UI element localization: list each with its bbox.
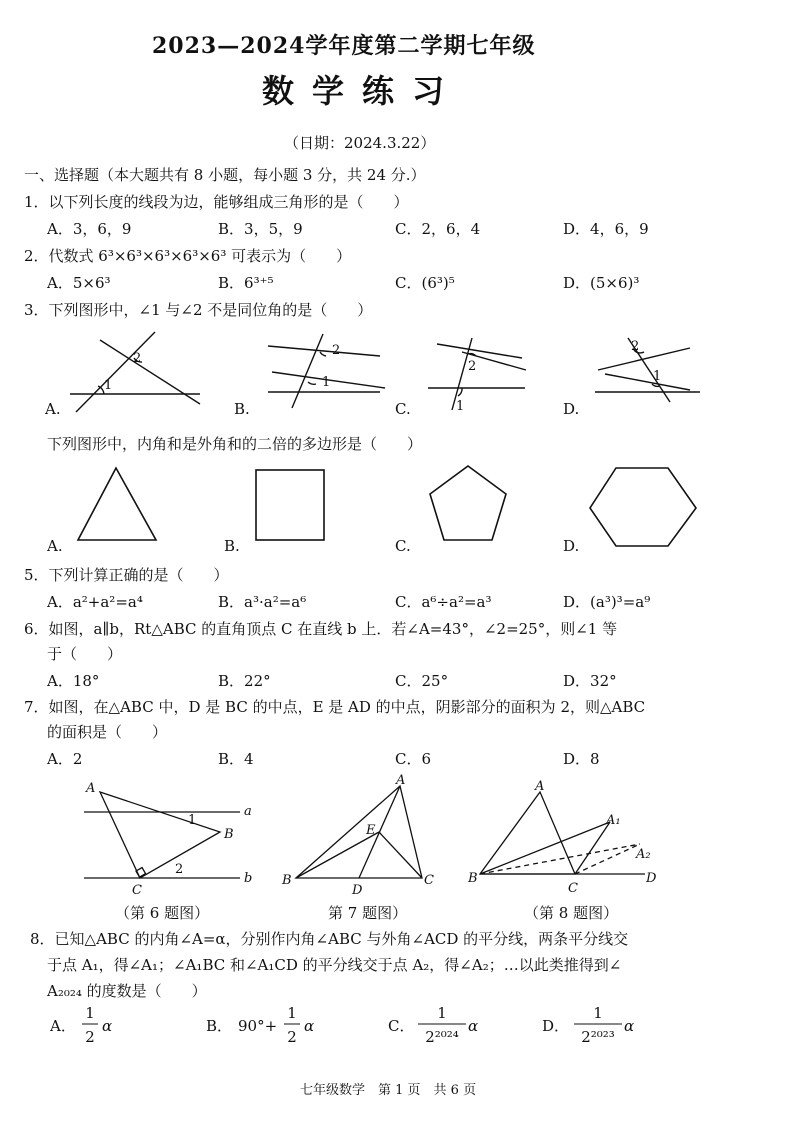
fig6-triangle	[100, 792, 220, 878]
q5-option-c: C．a⁶÷a²=a³	[395, 593, 492, 611]
fig7-triangle	[296, 786, 422, 878]
q8-option-d-var: α	[624, 1017, 635, 1035]
q8-option-b-var: α	[304, 1017, 315, 1035]
exam-date: （日期：2024.3.22）	[284, 134, 436, 152]
q3c-angle-arc	[458, 388, 462, 396]
fig8-label-A2: A₂	[636, 847, 651, 862]
q7-stem-line2: 的面积是（ ）	[47, 723, 168, 741]
q8-option-a-var: α	[102, 1017, 113, 1035]
q5-option-a: A．a²+a²=a⁴	[47, 593, 143, 611]
fig6-label-a: a	[244, 804, 252, 819]
fig7-label-D: D	[352, 883, 363, 898]
q2-option-c: C．(6³)⁵	[395, 274, 455, 292]
q5-stem: 5．下列计算正确的是（ ）	[24, 566, 229, 584]
q4-stem: 下列图形中，内角和是外角和的二倍的多边形是（ ）	[47, 435, 423, 453]
fig6-label-C: C	[132, 883, 142, 898]
q6-option-b: B．22°	[218, 672, 271, 690]
q4-option-d: D.	[563, 537, 580, 555]
fig6-caption: （第 6 题图）	[115, 904, 210, 922]
q2-option-a: A．5×6³	[47, 274, 111, 292]
fig7-segment-be	[296, 832, 379, 878]
q3b-angle2-label: 2	[332, 343, 341, 358]
fig6-label-A: A	[86, 781, 96, 796]
q6-stem-line1: 6．如图，a∥b，Rt△ABC 的直角顶点 C 在直线 b 上．若∠A=43°，∠2=25°，则∠1 等	[24, 620, 618, 638]
q8-stem-line2: 于点 A₁，得∠A₁；∠A₁BC 和∠A₁CD 的平分线交于点 A₂，得∠A₂；…以此类推得到∠	[47, 956, 622, 974]
q8-option-c-var: α	[468, 1017, 479, 1035]
q3c-line	[437, 344, 522, 358]
q8-option-a-num: 1	[85, 1004, 95, 1022]
q3b-angle-arc	[308, 382, 316, 384]
q3b-line	[268, 346, 380, 356]
page-title: 数学练习	[262, 72, 463, 110]
q3a-angle1-label: 1	[104, 378, 113, 393]
q7-option-c: C．6	[395, 750, 432, 768]
q8-option-b-num: 1	[287, 1004, 297, 1022]
q6-option-a: A．18°	[47, 672, 100, 690]
fig8-label-B: B	[468, 871, 478, 886]
q3a-angle2-label: 2	[133, 351, 142, 366]
q3-stem: 3．下列图形中，∠1 与∠2 不是同位角的是（ ）	[24, 301, 373, 319]
q6-option-c: C．25°	[395, 672, 449, 690]
fig6-label-1: 1	[188, 813, 197, 828]
q8-option-d-num: 1	[593, 1004, 603, 1022]
q7-option-d: D．8	[563, 750, 600, 768]
q8-option-a-prefix: A．	[50, 1017, 76, 1035]
q8-option-c-num: 1	[437, 1004, 447, 1022]
q1-option-d: D．4，6，9	[563, 220, 649, 238]
q4-option-c: C.	[395, 537, 411, 555]
q3d-angle1-label: 1	[653, 369, 662, 384]
q4-figures	[60, 460, 720, 550]
fig7-caption: 第 7 题图）	[328, 904, 408, 922]
q8-option-d-den: 2²⁰²³	[581, 1028, 615, 1046]
fig8-label-A: A	[535, 779, 545, 794]
q8-stem-line1: 8．已知△ABC 的内角∠A=α，分别作内角∠ABC 与外角∠ACD 的平分线，两条平分线交	[30, 930, 629, 948]
q3c-angle2-label: 2	[468, 359, 477, 374]
q3-option-a: A.	[45, 400, 61, 418]
fig8-caption: （第 8 题图）	[524, 904, 619, 922]
q4-option-a: A.	[47, 537, 63, 555]
hexagon-shape	[590, 468, 696, 546]
q8-option-b-prefix: B．	[206, 1017, 233, 1035]
q8-stem-line3: A₂₀₂₄ 的度数是（ ）	[47, 982, 207, 1000]
q8-options	[50, 1002, 690, 1050]
q7-option-b: B．4	[218, 750, 254, 768]
q1-option-b: B．3，5，9	[218, 220, 303, 238]
fig8-label-D: D	[646, 871, 657, 886]
q8-option-c-prefix: C．	[388, 1017, 415, 1035]
q3b-line	[292, 334, 323, 408]
q7-stem-line1: 7．如图，在△ABC 中，D 是 BC 的中点，E 是 AD 的中点，阴影部分的面积为 2，则△ABC	[24, 698, 646, 716]
fig7-label-E: E	[366, 823, 376, 838]
pentagon-shape	[430, 466, 506, 540]
fig8-label-C: C	[568, 881, 578, 896]
q3-option-c: C.	[395, 400, 411, 418]
q6-stem-line2: 于（ ）	[47, 645, 123, 663]
q1-option-c: C．2，6，4	[395, 220, 481, 238]
fig6-label-2: 2	[175, 862, 184, 877]
q5-option-b: B．a³·a²=a⁶	[218, 593, 307, 611]
fig7-label-B: B	[282, 873, 292, 888]
q3d-angle2-label: 2	[631, 339, 640, 354]
q8-option-b-lead: 90°+	[238, 1017, 278, 1035]
q3-option-b: B.	[234, 400, 250, 418]
square-shape	[256, 470, 324, 540]
q2-option-d: D．(5×6)³	[563, 274, 640, 292]
q8-option-a-den: 2	[85, 1028, 95, 1046]
fig7-label-A: A	[396, 773, 406, 788]
exam-title: 2023—2024学年度第二学期七年级	[152, 33, 536, 59]
q3b-angle1-label: 1	[322, 375, 331, 390]
q1-stem: 1．以下列长度的线段为边，能够组成三角形的是（ ）	[24, 193, 409, 211]
fig6-label-b: b	[244, 871, 253, 886]
q3-option-d: D.	[563, 400, 580, 418]
q8-option-d-prefix: D．	[542, 1017, 570, 1035]
fig6-label-B: B	[224, 827, 234, 842]
q5-option-d: D．(a³)³=a⁹	[563, 593, 651, 611]
fig7-label-C: C	[424, 873, 434, 888]
fig8-label-A1: A₁	[606, 813, 621, 828]
q6-option-d: D．32°	[563, 672, 617, 690]
triangle-shape	[78, 468, 156, 540]
fig8-triangle	[480, 792, 575, 874]
q1-option-a: A．3，6，9	[47, 220, 132, 238]
q2-stem: 2．代数式 6³×6³×6³×6³×6³ 可表示为（ ）	[24, 247, 352, 265]
q2-option-b: B．6³⁺⁵	[218, 274, 274, 292]
q8-option-c-den: 2²⁰²⁴	[425, 1028, 459, 1046]
q3d-line	[598, 348, 690, 370]
q7-option-a: A．2	[47, 750, 83, 768]
page-footer: 七年级数学 第 1 页 共 6 页	[300, 1083, 477, 1098]
q3d-line	[605, 374, 690, 390]
fig7-segment-ce	[379, 832, 422, 878]
q3b-angle-arc	[320, 352, 326, 356]
q3a-line	[76, 332, 155, 412]
q4-option-b: B.	[224, 537, 240, 555]
q8-option-b-den: 2	[287, 1028, 297, 1046]
q3c-angle1-label: 1	[456, 399, 465, 414]
fig8-dashed-ba2	[480, 844, 640, 874]
geometry-figures	[70, 772, 690, 900]
section-heading: 一、选择题（本大题共有 8 小题，每小题 3 分，共 24 分.）	[24, 166, 426, 184]
